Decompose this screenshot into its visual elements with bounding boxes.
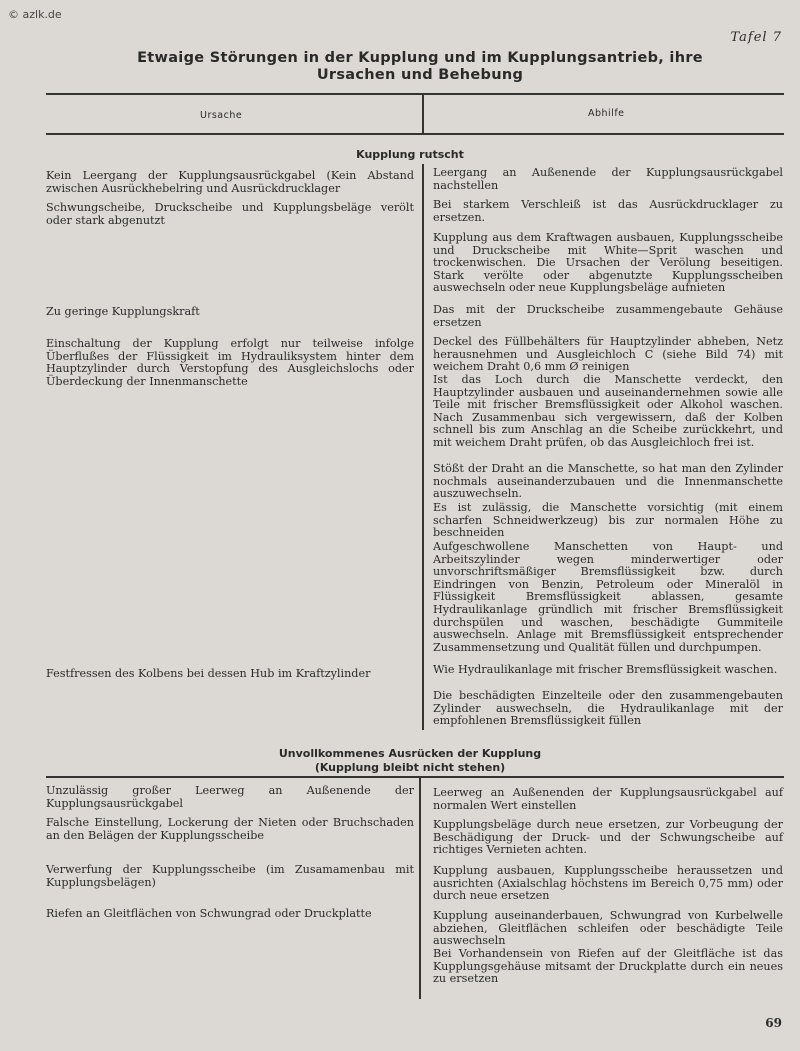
- section2-top-rule: [46, 776, 784, 778]
- cause-text: Zu geringe Kupplungskraft: [46, 305, 200, 318]
- cause-text: Unzulässig großer Leerweg an Außenende der Kupplungsausrückgabel: [46, 784, 414, 810]
- remedy-text: Leerweg an Außenenden der Kupplungsausrückgabel auf normalen Wert einstellen: [433, 786, 783, 812]
- copyright-watermark: © azlk.de: [8, 8, 62, 21]
- remedy-text: Stößt der Draht an die Manschette, so hat man den Zylinder nochmals auseinanderzubauen und die Innenmanschette auszuwechseln.: [433, 462, 783, 501]
- header-column-divider: [422, 93, 424, 135]
- remedy-text: Aufgeschwollene Manschetten von Haupt- und Arbeitszylinder wegen minderwertiger oder unvorschriftsmäßiger Bremsflüssigkeit bzw. durch Eindringen von Benzin, Petroleum oder Mineralöl in Flüssigkeit Bremsflüssigkeit ablassen, gesamte Hydraulikanlage gründlich mit frischer Bremsflüssigkeit durchspülen und waschen, beschädigte Gummiteile auswechseln. Anlage mit Bremsflüssigkeit entsprechender Zusammensetzung und Qualität füllen und durchpumpen.: [433, 540, 783, 654]
- section2-line-1: Unvollkommenes Ausrücken der Kupplung: [278, 747, 542, 760]
- remedy-text: Bei starkem Verschleiß ist das Ausrückdrucklager zu ersetzen.: [433, 198, 783, 224]
- cause-text: Festfressen des Kolbens bei dessen Hub im Kraftzylinder: [46, 667, 371, 680]
- remedy-text: Es ist zulässig, die Manschette vorsichtig (mit einem scharfen Schneidwerkzeug) bis zur normalen Höhe zu beschneiden: [433, 501, 783, 540]
- cause-text: Verwerfung der Kupplungsscheibe (im Zusamamenbau mit Kupplungsbelägen): [46, 863, 414, 889]
- section-heading-unvollkommenes-ausruecken: [0, 747, 800, 775]
- table-number: Tafel 7: [730, 30, 782, 45]
- title-line-1: Etwaige Störungen in der Kupplung und im Kupplungsantrieb, ihre: [137, 50, 703, 66]
- remedy-text: Kupplung aus dem Kraftwagen ausbauen, Kupplungsscheibe und Druckscheibe mit White—Sprit waschen und trockenwischen. Die Ursachen der Verölung beseitigen. Stark verölte oder abgenutzte Kupplungsscheiben auswechseln oder neue Kupplungsbeläge aufnieten: [433, 231, 783, 295]
- remedy-text: Kupplung auseinanderbauen, Schwungrad von Kurbelwelle abziehen, Gleitflächen schleifen oder beschädigte Teile auswechseln: [433, 909, 783, 948]
- section-heading-kupplung-rutscht: Kupplung rutscht: [356, 148, 464, 161]
- page-number: 69: [765, 1016, 782, 1030]
- cause-text: Riefen an Gleitflächen von Schwungrad oder Druckplatte: [46, 907, 372, 920]
- remedy-text: Die beschädigten Einzelteile oder den zusammengebauten Zylinder auswechseln, die Hydraulikanlage mit der empfohlenen Bremsflüssigkeit füllen: [433, 689, 783, 728]
- remedy-text: Bei Vorhandensein von Riefen auf der Gleitfläche ist das Kupplungsgehäuse mitsamt der Druckplatte durch ein neues zu ersetzen: [433, 947, 783, 986]
- remedy-text: Kupplungsbeläge durch neue ersetzen, zur Vorbeugung der Beschädigung der Druck- und der Schwungscheibe auf richtiges Vernieten achten.: [433, 818, 783, 857]
- page-title: [0, 50, 800, 84]
- column-header-abhilfe: Abhilfe: [588, 108, 625, 119]
- remedy-text: Kupplung ausbauen, Kupplungsscheibe heraussetzen und ausrichten (Axialschlag höchstens im Bereich 0,75 mm) oder durch neue ersetzen: [433, 864, 783, 903]
- remedy-text: Das mit der Druckscheibe zusammengebaute Gehäuse ersetzen: [433, 303, 783, 329]
- header-bottom-rule: [46, 133, 784, 135]
- section2-column-divider: [419, 777, 421, 999]
- column-header-ursache: Ursache: [200, 110, 243, 121]
- title-line-2: Ursachen und Behebung: [316, 67, 524, 83]
- cause-text: Schwungscheibe, Druckscheibe und Kupplungsbeläge verölt oder stark abgenutzt: [46, 201, 414, 227]
- remedy-text: Ist das Loch durch die Manschette verdeckt, den Hauptzylinder ausbauen und auseinandernehmen sowie alle Teile mit frischer Bremsflüssigkeit oder Alkohol waschen. Nach Zusammenbau sich vergewissern, daß der Kolben schnell bis zum Anschlag an die Scheibe zurückkehrt, und mit weichem Draht prüfen, ob das Ausgleichloch frei ist.: [433, 373, 783, 449]
- remedy-text: Deckel des Füllbehälters für Hauptzylinder abheben, Netz herausnehmen und Ausgleichloch C (siehe Bild 74) mit weichem Draht 0,6 mm Ø reinigen: [433, 335, 783, 374]
- header-top-rule: [46, 93, 784, 95]
- section1-column-divider: [422, 164, 424, 730]
- remedy-text: Leergang an Außenende der Kupplungsausrückgabel nachstellen: [433, 166, 783, 192]
- cause-text: Einschaltung der Kupplung erfolgt nur teilweise infolge Überflußes der Flüssigkeit im Hydrauliksystem hinter dem Hauptzylinder durch Verstopfung des Ausgleichslochs oder Überdeckung der Innenmanschette: [46, 337, 414, 388]
- cause-text: Falsche Einstellung, Lockerung der Nieten oder Bruchschaden an den Belägen der Kupplungsscheibe: [46, 816, 414, 842]
- remedy-text: Wie Hydraulikanlage mit frischer Bremsflüssigkeit waschen.: [433, 663, 778, 676]
- section2-line-2: (Kupplung bleibt nicht stehen): [314, 761, 506, 774]
- cause-text: Kein Leergang der Kupplungsausrückgabel (Kein Abstand zwischen Ausrückhebelring und Ausrückdrucklager: [46, 169, 414, 195]
